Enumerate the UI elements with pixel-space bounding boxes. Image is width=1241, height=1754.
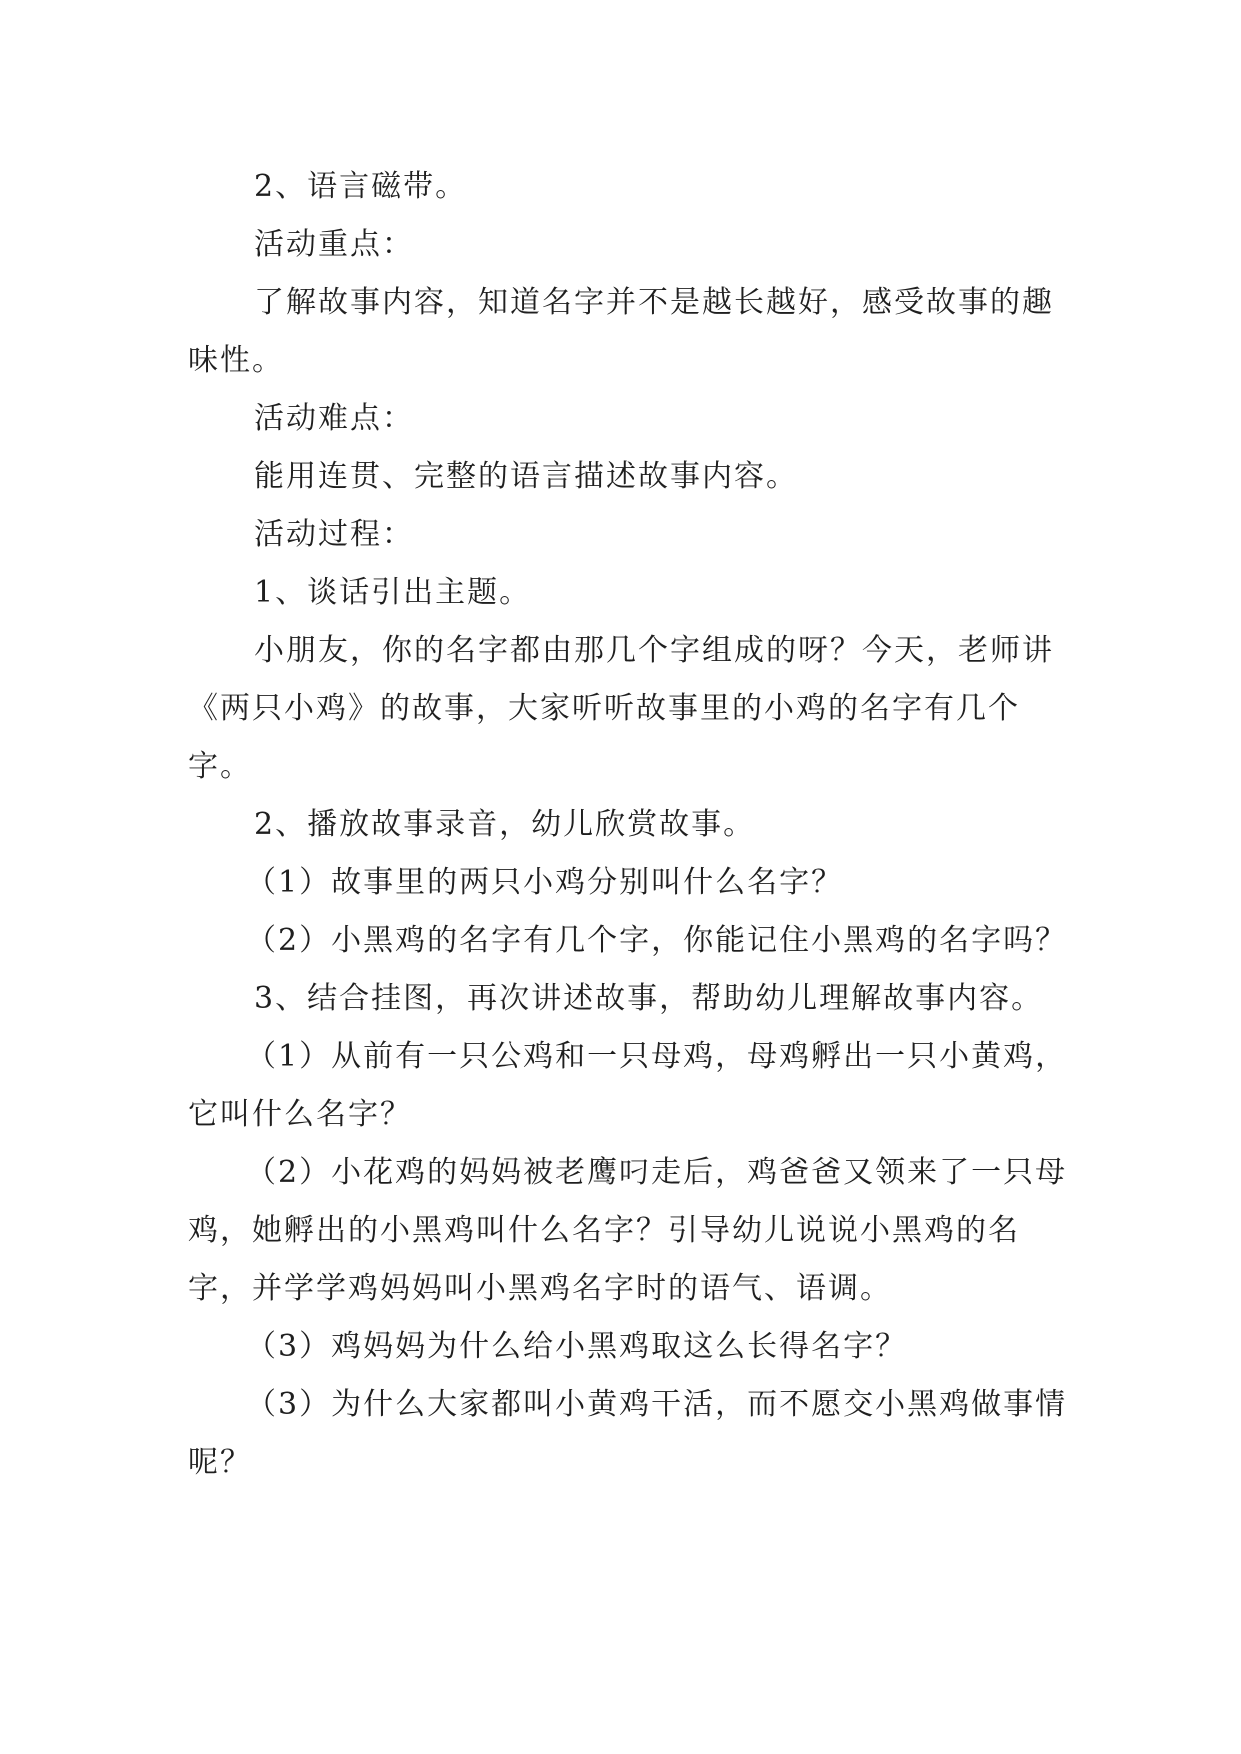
question-3-1: （1）从前有一只公鸡和一只母鸡，母鸡孵出一只小黄鸡，它叫什么名字？: [188, 1039, 1068, 1132]
activity-focus-heading: 活动重点：: [254, 227, 414, 262]
question-2-1: （1）故事里的两只小鸡分别叫什么名字？: [246, 865, 844, 900]
activity-difficulty-text: 能用连贯、完整的语言描述故事内容。: [254, 459, 798, 494]
question-3-3b: （3）为什么大家都叫小黄鸡干活，而不愿交小黑鸡做事情呢？: [188, 1387, 1068, 1480]
process-step-3: 3、结合挂图，再次讲述故事，帮助幼儿理解故事内容。: [254, 981, 1044, 1016]
question-3-3a: （3）鸡妈妈为什么给小黑鸡取这么长得名字？: [246, 1329, 908, 1364]
activity-process-heading: 活动过程：: [254, 517, 414, 552]
question-2-2: （2）小黑鸡的名字有几个字，你能记住小黑鸡的名字吗？: [246, 923, 1068, 958]
activity-difficulty-heading: 活动难点：: [254, 401, 414, 436]
process-step-2: 2、播放故事录音，幼儿欣赏故事。: [254, 807, 756, 842]
process-step-1-text: 小朋友，你的名字都由那几个字组成的呀？今天，老师讲《两只小鸡》的故事，大家听听故事里的小鸡的名字有几个字。: [188, 633, 1054, 784]
activity-focus-text: 了解故事内容，知道名字并不是越长越好，感受故事的趣味性。: [188, 285, 1054, 378]
materials-item-2: 2、语言磁带。: [254, 169, 468, 204]
document-body: [188, 158, 1068, 1492]
question-3-2: （2）小花鸡的妈妈被老鹰叼走后，鸡爸爸又领来了一只母鸡，她孵出的小黑鸡叫什么名字？引导幼儿说说小黑鸡的名字，并学学鸡妈妈叫小黑鸡名字时的语气、语调。: [188, 1155, 1068, 1306]
process-step-1: 1、谈话引出主题。: [254, 575, 532, 610]
